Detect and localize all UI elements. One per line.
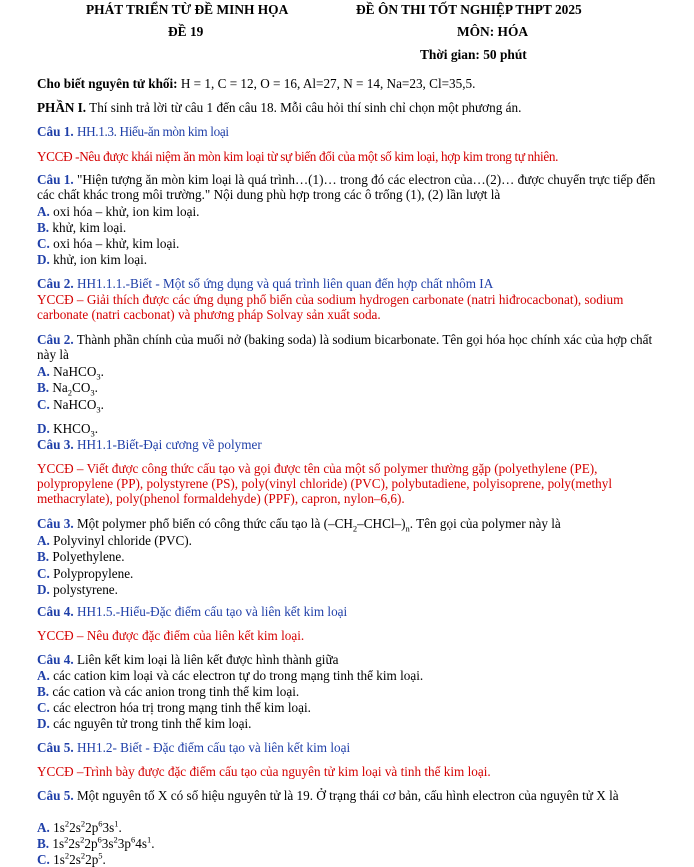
option-letter: A.	[37, 668, 50, 683]
objective-heading-label: Câu 5.	[37, 740, 74, 755]
objective-heading-text: HH1.1-Biết-Đại cương về polymer	[76, 437, 262, 452]
option-text: các cation kim loại và các electron tự do trong mạng tinh thể kim loại.	[53, 668, 424, 683]
question-2	[37, 332, 666, 362]
question-text: Liên kết kim loại là liên kết được hình thành giữa	[76, 652, 339, 667]
objective-heading-4	[37, 604, 666, 619]
objective-heading-text: HH.1.3. Hiểu-ăn mòn kim loại	[76, 124, 229, 139]
option-text: các nguyên tử trong tinh thể kim loại.	[53, 716, 252, 731]
option-b	[37, 380, 666, 398]
option-letter: D.	[37, 582, 50, 597]
option-c	[37, 852, 666, 867]
atomic-mass-values: H = 1, C = 12, O = 16, Al=27, N = 14, Na=23, Cl=35,5.	[180, 76, 476, 91]
requirement-4: YCCĐ – Nêu được đặc điểm của liên kết kim loại.	[37, 628, 305, 643]
formula: $Na_2CO_3$.	[52, 380, 98, 398]
requirement-1: YCCĐ -Nêu được khái niệm ăn mòn kim loại từ sự biến đổi của một số kim loại, hợp kim trong tự nhiên.	[37, 149, 559, 164]
header-time: Thời gian: 50 phút	[420, 47, 527, 62]
option-a	[37, 533, 666, 548]
question-5	[37, 788, 666, 803]
option-b	[37, 549, 666, 564]
option-d	[37, 252, 666, 267]
option-b	[37, 684, 666, 699]
formula: NaHCO$_3$.	[53, 364, 104, 382]
objective-heading-label: Câu 2.	[37, 276, 74, 291]
question-label: Câu 5.	[37, 788, 74, 803]
option-a	[37, 204, 666, 219]
option-letter: A.	[37, 364, 50, 379]
option-c	[37, 700, 666, 715]
option-a	[37, 820, 666, 835]
option-b	[37, 220, 666, 235]
atomic-mass-label: Cho biết nguyên tử khối:	[37, 76, 178, 91]
objective-heading-label: Câu 4.	[37, 604, 74, 619]
option-letter: B.	[37, 684, 50, 699]
objective-heading-text: HH1.5.-Hiểu-Đặc điểm cấu tạo và liên kết kim loại	[76, 604, 348, 619]
question-3	[37, 516, 666, 534]
option-text: khử, kim loại.	[52, 220, 127, 235]
option-letter: A.	[37, 820, 50, 835]
option-letter: A.	[37, 204, 50, 219]
requirement-5: YCCĐ –Trình bày được đặc điểm cấu tạo của nguyên tử kim loại và tinh thể kim loại.	[37, 764, 491, 779]
option-text: Polyethylene.	[52, 549, 125, 564]
electron-config: $1s^22s^22p^63s^1$.	[53, 818, 122, 835]
option-letter: B.	[37, 549, 50, 564]
option-letter: C.	[37, 852, 50, 867]
option-letter: D.	[37, 252, 50, 267]
option-text: oxi hóa – khử, ion kim loại.	[53, 204, 200, 219]
option-text: khử, ion kim loại.	[53, 252, 148, 267]
question-label: Câu 4.	[37, 652, 74, 667]
objective-heading-text: HH1.2- Biết - Đặc điểm cấu tạo và liên kết kim loại	[76, 740, 351, 755]
header-exam-code: ĐỀ 19	[168, 24, 204, 39]
option-letter: C.	[37, 397, 50, 412]
question-1	[37, 172, 666, 202]
question-label: Câu 1.	[37, 172, 74, 187]
objective-heading-1	[37, 124, 666, 139]
option-a	[37, 364, 666, 382]
option-text: oxi hóa – khử, kim loại.	[53, 236, 180, 251]
option-text: Polypropylene.	[53, 566, 134, 581]
part-one-line	[37, 100, 666, 115]
question-label: Câu 2.	[37, 332, 74, 347]
question-text: Một polymer phổ biến có công thức cấu tạo là $(-CH_2-CHCl-)_n$. Tên gọi của polymer này là	[76, 516, 561, 534]
option-c	[37, 236, 666, 251]
requirement-2: YCCĐ – Giải thích được các ứng dụng phổ biến của sodium hydrogen carbonate (natri hiđrocacbonat), sodium carbonate (natri cacbonat) và phương pháp Solvay sản xuất soda.	[37, 292, 624, 322]
option-text: các cation và các anion trong tinh thể kim loại.	[52, 684, 300, 699]
option-letter: C.	[37, 700, 50, 715]
objective-heading-3	[37, 437, 666, 452]
option-d	[37, 582, 666, 597]
option-letter: C.	[37, 236, 50, 251]
option-letter: A.	[37, 533, 50, 548]
header-left-title: PHÁT TRIỂN TỪ ĐỀ MINH HỌA	[86, 2, 289, 17]
part-one-label: PHẦN I.	[37, 100, 87, 115]
question-4	[37, 652, 666, 667]
option-letter: B.	[37, 220, 50, 235]
objective-heading-2	[37, 276, 666, 291]
part-one-text: Thí sinh trả lời từ câu 1 đến câu 18. Mỗi câu hỏi thí sinh chỉ chọn một phương án.	[89, 100, 522, 115]
option-d	[37, 716, 666, 731]
question-label: Câu 3.	[37, 516, 74, 531]
formula: NaHCO$_3$.	[53, 397, 104, 415]
question-text: "Hiện tượng ăn mòn kim loại là quá trình…(1)… trong đó các electron của…(2)… được chuyển trực tiếp đến các chất khác trong môi trường." Nội dung phù hợp trong các ô trống (1), (2) lần lượt là	[37, 172, 656, 202]
option-a	[37, 668, 666, 683]
option-letter: C.	[37, 566, 50, 581]
option-letter: D.	[37, 716, 50, 731]
option-text: Polyvinyl chloride (PVC).	[53, 533, 192, 548]
option-letter: B.	[37, 836, 50, 851]
option-b	[37, 836, 666, 851]
objective-heading-text: HH1.1.1.-Biết - Một số ứng dụng và quá trình liên quan đến hợp chất nhôm IA	[76, 276, 494, 291]
requirement-3: YCCĐ – Viết được công thức cấu tạo và gọi được tên của một số polymer thường gặp (polyethylene (PE), polypropylene (PP), polystyrene (PS), poly(vinyl chloride) (PVC), polybutadiene, polyisoprene, poly(methyl methacrylate), poly(phenol formaldehyde) (PPF), capron, nylon–6,6).	[37, 461, 613, 506]
question-text: Một nguyên tố X có số hiệu nguyên tử là 19. Ở trạng thái cơ bản, cấu hình electron của nguyên tử X là	[76, 788, 619, 803]
option-c	[37, 397, 666, 415]
option-c	[37, 566, 666, 581]
option-letter: B.	[37, 380, 50, 395]
option-text: polystyrene.	[53, 582, 118, 597]
option-letter: D.	[37, 421, 50, 436]
header-right-title: ĐỀ ÔN THI TỐT NGHIỆP THPT 2025	[356, 2, 582, 17]
electron-config: $1s^22s^22p^63s^23p^64s^1$.	[52, 834, 155, 851]
atomic-mass-line	[37, 76, 666, 91]
objective-heading-5	[37, 740, 666, 755]
formula: $KHCO_3$.	[53, 421, 99, 439]
electron-config: $1s^22s^22p^5$.	[53, 850, 106, 867]
option-text: các electron hóa trị trong mạng tinh thể kim loại.	[53, 700, 311, 715]
question-text: Thành phần chính của muối nở (baking soda) là sodium bicarbonate. Tên gọi hóa học chính xác của hợp chất này là	[37, 332, 653, 362]
header-subject: MÔN: HÓA	[457, 24, 529, 39]
objective-heading-label: Câu 1.	[37, 124, 74, 139]
option-d	[37, 421, 666, 439]
objective-heading-label: Câu 3.	[37, 437, 74, 452]
